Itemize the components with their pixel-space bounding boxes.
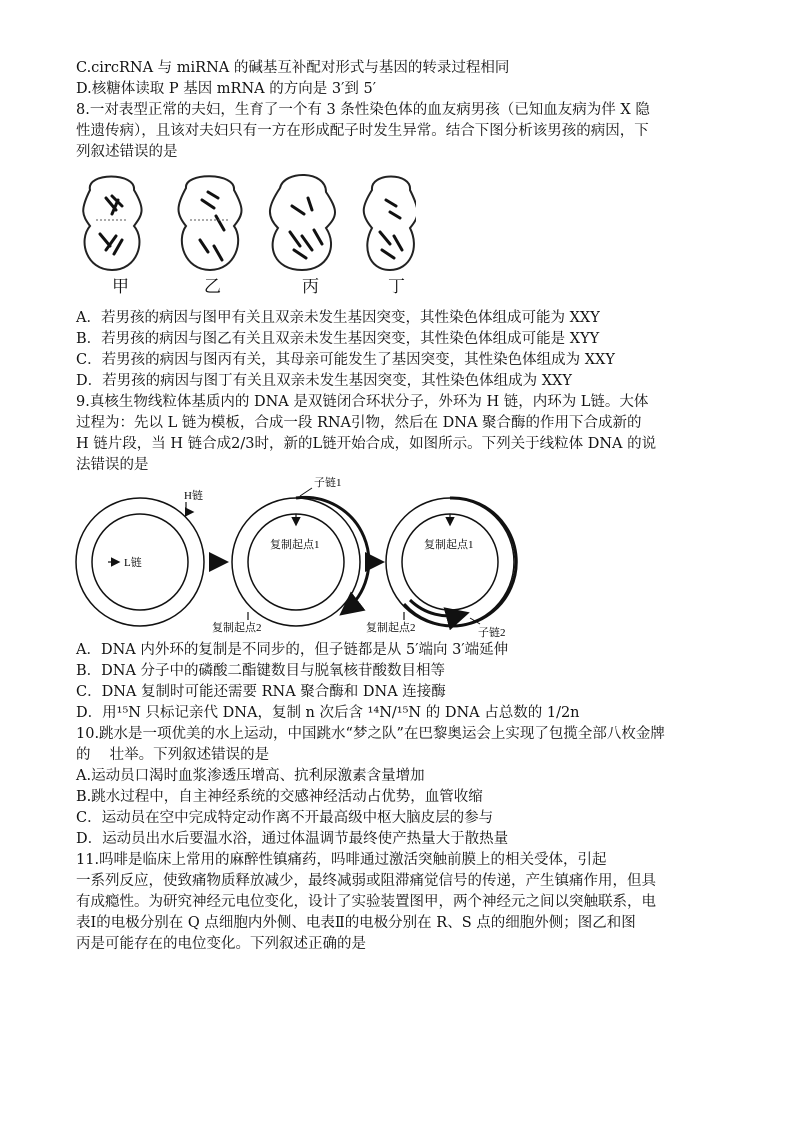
question-9-stem-3: H 链片段，当 H 链合成2/3时，新的L链开始合成，如图所示。下列关于线粒体 DNA 的说 bbox=[76, 436, 657, 452]
question-9-stem-1: 9.真核生物线粒体基质内的 DNA 是双链闭合环状分子，外环为 H 链，内环为 L链。大体 bbox=[76, 394, 649, 410]
ring2-inner bbox=[248, 514, 344, 610]
question-8-stem-2: 性遗传病），且该对夫妇只有一方在形成配子时发生异常。结合下图分析该男孩的病因，下 bbox=[76, 123, 649, 139]
question-8-stem-3: 列叙述错误的是 bbox=[76, 144, 178, 160]
cell-yi-outline bbox=[179, 176, 242, 270]
option-a-q9: A．DNA 内外环的复制是不同步的，但子链都是从 5′端向 3′端延伸 bbox=[76, 642, 509, 658]
mtdna-replication-diagram bbox=[74, 474, 524, 640]
origin2-label-b: 复制起点2 bbox=[366, 622, 416, 634]
question-11-stem-5: 丙是可能存在的电位变化。下列叙述正确的是 bbox=[76, 936, 366, 952]
cell-jia-outline bbox=[83, 177, 141, 271]
option-b-q9: B．DNA 分子中的磷酸二酯键数目与脱氧核苷酸数目相等 bbox=[76, 663, 446, 679]
origin1-label-a: 复制起点1 bbox=[270, 539, 320, 551]
cell-label-bing: 丙 bbox=[302, 277, 319, 297]
ring3-inner bbox=[402, 514, 498, 610]
daughter2-label: 子链2 bbox=[478, 627, 506, 639]
daughter1-label: 子链1 bbox=[314, 477, 342, 489]
option-c-q10: C．运动员在空中完成特定动作离不开最高级中枢大脑皮层的参与 bbox=[76, 810, 494, 826]
l-chain-label: L链 bbox=[124, 557, 142, 569]
cell-label-ding: 丁 bbox=[388, 277, 405, 297]
cell-label-jia: 甲 bbox=[112, 277, 129, 297]
cell-division-figure bbox=[76, 170, 416, 298]
cell-label-yi: 乙 bbox=[204, 277, 221, 297]
question-8-stem-1: 8.一对表型正常的夫妇，生育了一个有 3 条性染色体的血友病男孩（已知血友病为伴 X 隐 bbox=[76, 102, 650, 118]
question-10-stem-1: 10.跳水是一项优美的水上运动，中国跳水“梦之队”在巴黎奥运会上实现了包揽全部八枚金牌 bbox=[76, 726, 665, 742]
option-d-q9: D．用¹⁵N 只标记亲代 DNA，复制 n 次后含 ¹⁴N/¹⁵N 的 DNA 占总数的 1/2n bbox=[76, 705, 580, 721]
option-b-q10: B.跳水过程中，自主神经系统的交感神经活动占优势，血管收缩 bbox=[76, 789, 483, 805]
question-9-stem-2: 过程为：先以 L 链为模板，合成一段 RNA引物，然后在 DNA 聚合酶的作用下合成新的 bbox=[76, 415, 642, 431]
origin1-label-b: 复制起点1 bbox=[424, 539, 474, 551]
option-c-q8: C．若男孩的病因与图丙有关，其母亲可能发生了基因突变，其性染色体组成为 XXY bbox=[76, 352, 615, 368]
question-11-stem-1: 11.吗啡是临床上常用的麻醉性镇痛药，吗啡通过激活突触前膜上的相关受体，引起 bbox=[76, 852, 607, 868]
option-d-q8: D．若男孩的病因与图丁有关且双亲未发生基因突变，其性染色体组成为 XXY bbox=[76, 373, 572, 389]
option-a-q8: A．若男孩的病因与图甲有关且双亲未发生基因突变，其性染色体组成可能为 XXY bbox=[76, 310, 600, 326]
mtdna-replication-figure bbox=[74, 474, 524, 640]
question-10-stem-2: 的 壮举。下列叙述错误的是 bbox=[76, 747, 270, 763]
h-chain-label: H链 bbox=[184, 490, 203, 502]
option-c-q9: C．DNA 复制时可能还需要 RNA 聚合酶和 DNA 连接酶 bbox=[76, 684, 446, 700]
question-11-stem-4: 表Ⅰ的电极分别在 Q 点细胞内外侧、电表Ⅱ的电极分别在 R、S 点的细胞外侧；图乙和图 bbox=[76, 915, 636, 931]
option-a-q10: A.运动员口渴时血浆渗透压增高、抗利尿激素含量增加 bbox=[76, 768, 425, 784]
option-b-q8: B．若男孩的病因与图乙有关且双亲未发生基因突变，其性染色体组成可能是 XYY bbox=[76, 331, 600, 347]
option-d-q7: D.核糖体读取 P 基因 mRNA 的方向是 3′到 5′ bbox=[76, 81, 376, 97]
question-11-stem-2: 一系列反应，使致痛物质释放减少，最终减弱或阻滞痛觉信号的传递，产生镇痛作用，但具 bbox=[76, 873, 656, 889]
origin2-label-a: 复制起点2 bbox=[212, 622, 262, 634]
option-d-q10: D．运动员出水后要温水浴，通过体温调节最终使产热量大于散热量 bbox=[76, 831, 509, 847]
question-9-stem-4: 法错误的是 bbox=[76, 457, 149, 473]
option-c-q7: C.circRNA 与 miRNA 的碱基互补配对形式与基因的转录过程相同 bbox=[76, 60, 510, 76]
question-11-stem-3: 有成瘾性。为研究神经元电位变化，设计了实验装置图甲，两个神经元之间以突触联系，电 bbox=[76, 894, 656, 910]
